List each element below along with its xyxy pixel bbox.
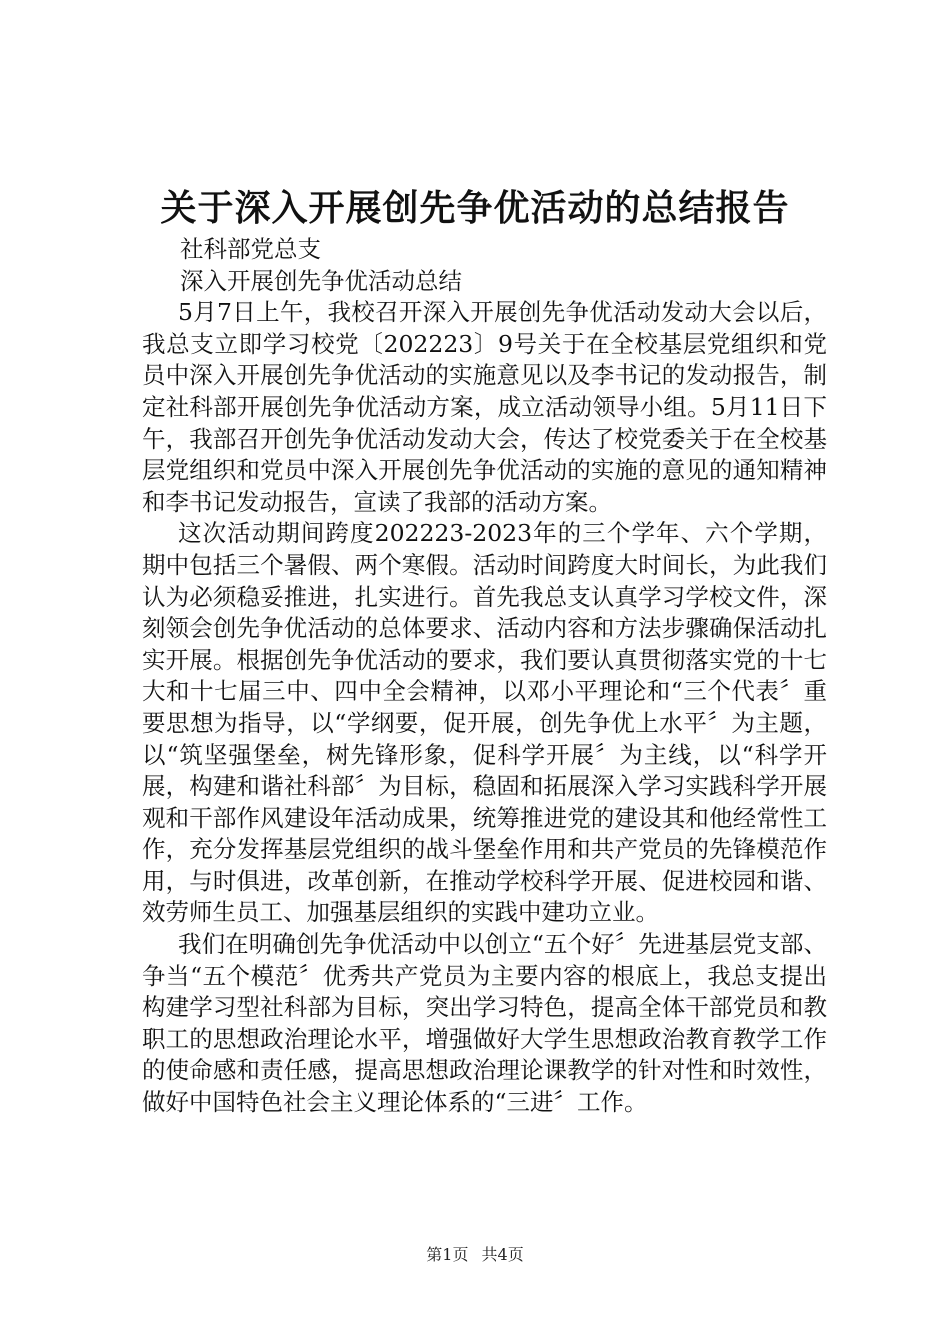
document-body xyxy=(142,234,827,1119)
subtitle-line: 深入开展创先争优活动总结 xyxy=(180,266,462,295)
paragraph-1: 5月7日上午，我校召开深入开展创先争优活动发动大会以后，我总支立即学习校党〔202223〕9号关于在全校基层党组织和党员中深入开展创先争优活动的实施意见以及李书记的发动报告，制定社科部开展创先争优活动方案，成立活动领导小组。5月11日下午，我部召开创先争优活动发动大会，传达了校党委关于在全校基层党组织和党员中深入开展创先争优活动的实施的意见的通知精神和李书记发动报告，宣读了我部的活动方案。 xyxy=(142,298,827,516)
author-line: 社科部党总支 xyxy=(180,235,321,263)
document-title: 关于深入开展创先争优活动的总结报告 xyxy=(160,188,790,229)
page-footer xyxy=(0,1244,950,1266)
paragraph-3: 我们在明确创先争优活动中以创立“五个好〞先进基层党支部、争当“五个模范〞优秀共产党员为主要内容的根底上，我总支提出构建学习型社科部为目标，突出学习特色，提高全体干部党员和教职工的思想政治理论水平，增强做好大学生思想政治教育教学工作的使命感和责任感，提高思想政治理论课教学的针对性和时效性，做好中国特色社会主义理论体系的“三进〞工作。 xyxy=(142,930,827,1117)
page-total: 共4页 xyxy=(481,1245,524,1264)
page-number: 第1页 xyxy=(426,1245,469,1264)
paragraph-2: 这次活动期间跨度202223-2023年的三个学年、六个学期，期中包括三个暑假、两个寒假。活动时间跨度大时间长，为此我们认为必须稳妥推进，扎实进行。首先我总支认真学习学校文件，深刻领会创先争优活动的总体要求、活动内容和方法步骤确保活动扎实开展。根据创先争优活动的要求，我们要认真贯彻落实党的十七大和十七届三中、四中全会精神，以邓小平理论和“三个代表〞重要思想为指导，以“学纲要，促开展，创先争优上水平〞为主题，以“筑坚强堡垒，树先锋形象，促科学开展〞为主线，以“科学开展，构建和谐社科部〞为目标，稳固和拓展深入学习实践科学开展观和干部作风建设年活动成果，统筹推进党的建设其和他经常性工作，充分发挥基层党组织的战斗堡垒作用和共产党员的先锋模范作用，与时俱进，改革创新，在推动学校科学开展、促进校园和谐、效劳师生员工、加强基层组织的实践中建功立业。 xyxy=(142,519,827,927)
